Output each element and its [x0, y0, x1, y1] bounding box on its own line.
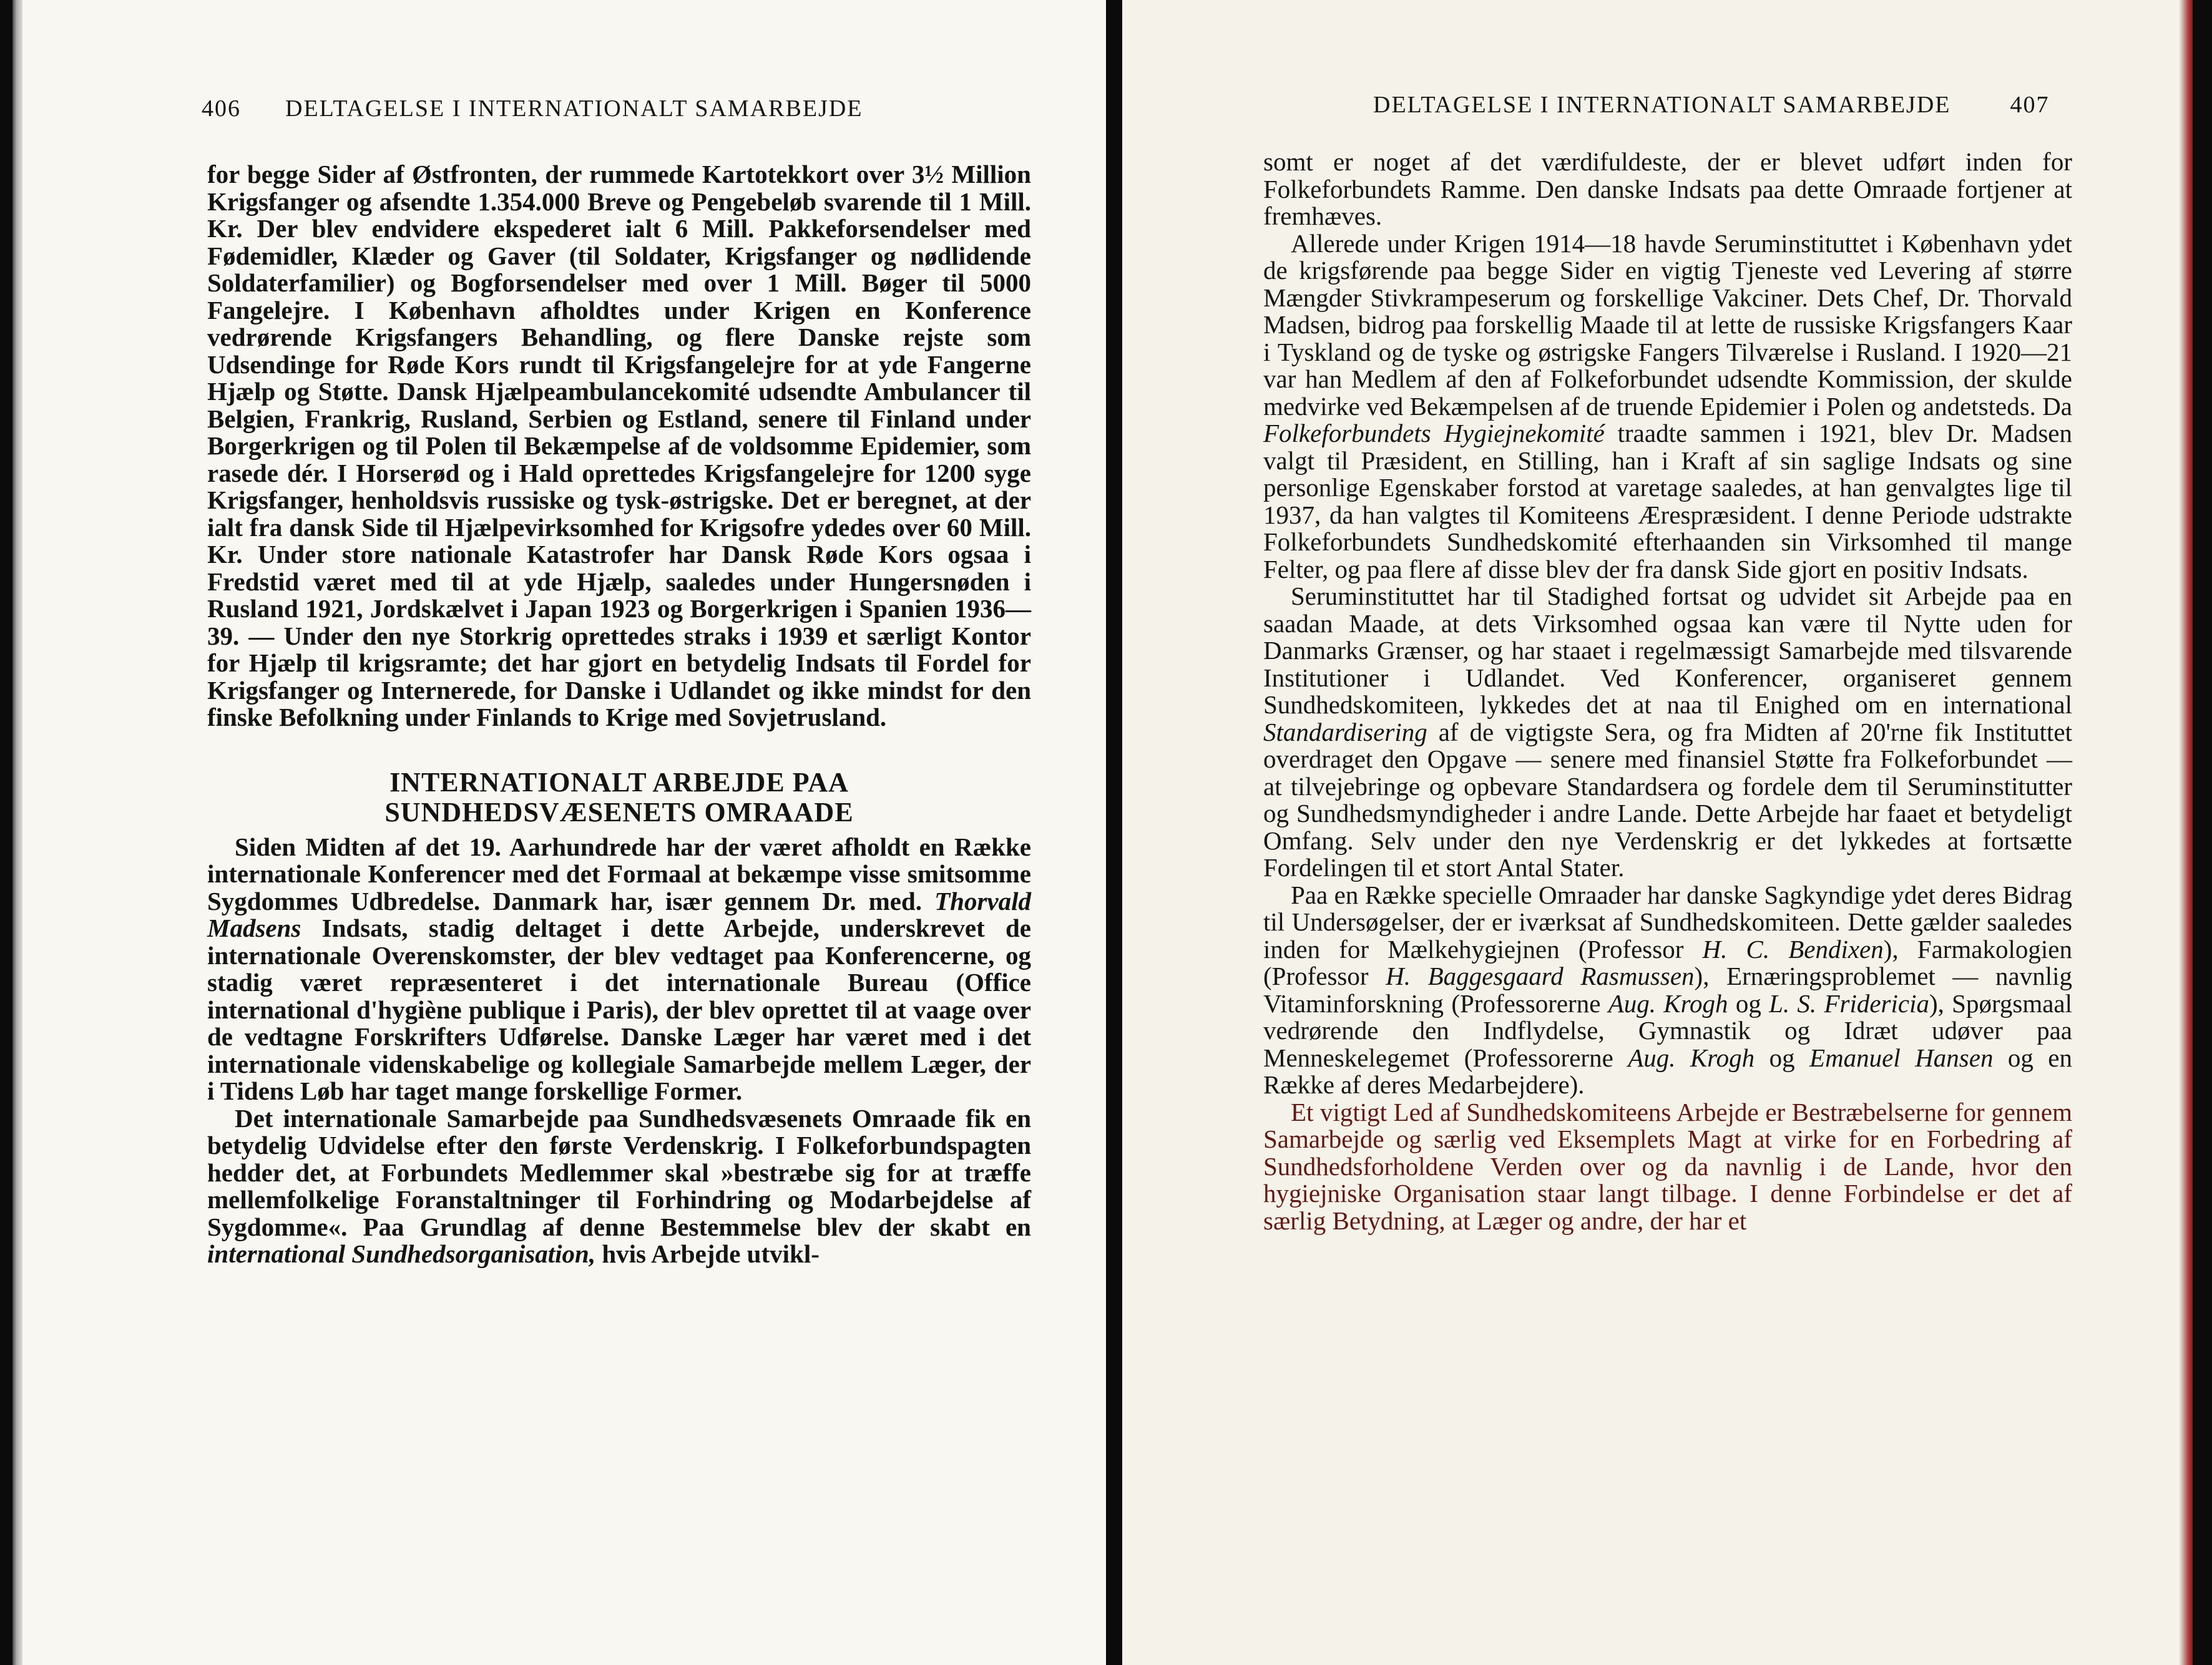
right-text-column [1263, 149, 2072, 1234]
emphasis: Aug. Krogh [1608, 989, 1728, 1018]
emphasis: L. S. Fridericia [1769, 989, 1929, 1018]
paragraph: Paa en Række specielle Omraader har danske Sagkyndige ydet deres Bidrag til Undersøgelser, der er iværksat af Sundhedskomiteen. Dette gælder saaledes inden for Mælkehygiejnen (Professor H. C. Bendixen), Farmakologien (Professor H. Baggesgaard Rasmussen), Ernæringsproblemet — navnlig Vitaminforskning (Professorerne Aug. Krogh og L. S. Fridericia), Spørgsmaal vedrørende den Indflydelse, Gymnastik og Idræt udøver paa Menneskelegemet (Professorerne Aug. Krogh og Emanuel Hansen og en Række af deres Medarbejdere). [1263, 880, 2073, 1099]
paragraph: for begge Sider af Østfronten, der rummede Kartotekkort over 3½ Million Krigsfanger og afsendte 1.354.000 Breve og Pengebeløb svarende til 1 Mill. Kr. Der blev endvidere ekspederet ialt 6 Mill. Pakkeforsendelser med Fødemidler, Klæder og Gaver (til Soldater, Krigsfanger og nødlidende Soldaterfamilier) og Bogforsendelser med over 1 Mill. Bøger til 5000 Fangelejre. I København afholdtes under Krigen en Konference vedrørende Krigsfangers Behandling, og flere Danske rejste som Udsendinge for Røde Kors rundt til Krigsfangelejre for at yde Fangerne Hjælp og Støtte. Dansk Hjælpeambulancekomité udsendte Ambulancer til Belgien, Frankrig, Rusland, Serbien og Estland, senere til Finland under Borgerkrigen og til Polen til Bekæmpelse af de voldsomme Epidemier, som rasede dér. I Horserød og i Hald oprettedes Krigsfangelejre for 1200 syge Krigsfanger, henholdsvis russiske og tysk-østrigske. Det er beregnet, at der ialt fra dansk Side til Hjælpevirksomhed for Krigsofre ydedes over 60 Mill. Kr. Under store nationale Katastrofer har Dansk Røde Kors ogsaa i Fredstid været med til at yde Hjælp, saaledes under Hungersnøden i Rusland 1921, Jordskælvet i Japan 1923 og Borgerkrigen i Spanien 1936—39. — Under den nye Storkrig oprettedes straks i 1939 et særligt Kontor for Hjælp til krigsramte; det har gjort en betydelig Indsats til Fordel for Krigsfanger og Internerede, for Danske i Udlandet og ikke mindst for den finske Befolkning under Finlands to Krige med Sovjetrusland. [207, 160, 1031, 731]
emphasis: Thorvald Madsens [207, 886, 1031, 942]
emphasis: H. C. Bendixen [1702, 934, 1884, 964]
page-edge [2179, 0, 2193, 1665]
emphasis: Standardisering [1263, 717, 1427, 746]
paragraph: Allerede under Krigen 1914—18 havde Seruminstituttet i København ydet de krigsførende paa begge Sider en vigtig Tjeneste ved Levering af større Mængder Stivkrampeserum og forskellige Vakciner. Dets Chef, Dr. Thorvald Madsen, bidrog paa forskellig Maade til at lette de russiske Krigsfangers Kaar i Tyskland og de tyske og østrigske Fangers Tilværelse i Rusland. I 1920—21 var han Medlem af den af Folkeforbundet udsendte Kommission, der skulde medvirke ved Bekæmpelsen af de truende Epidemier i Polen og andetsteds. Da Folkeforbundets Hygiejnekomité traadte sammen i 1921, blev Dr. Madsen valgt til Præsident, en Stilling, han i Kraft af sin saglige Indsats og sine personlige Egenskaber forstod at varetage saaledes, at han genvalgtes lige til 1937, da han valgtes til Komiteens Ærespræsident. I denne Periode udstrakte Folkeforbundets Sundhedskomité efterhaanden sin Virksomhed til mange Felter, og paa flere af disse blev der fra dansk Side gjort en positiv Indsats. [1263, 228, 2072, 583]
emphasis: Folkeforbundets Hygiejnekomité [1263, 419, 1605, 447]
page-number: 407 [2010, 92, 2050, 118]
page-header [202, 95, 863, 122]
left-text-column [207, 161, 1031, 1268]
section-heading: INTERNATIONALT ARBEJDE PAA SUNDHEDSVÆSENETS OMRAADE [384, 766, 854, 828]
running-head-title: DELTAGELSE I INTERNATIONALT SAMARBEJDE [1373, 92, 1951, 118]
emphasis: Emanuel Hansen [1809, 1043, 1994, 1072]
running-head-title: DELTAGELSE I INTERNATIONALT SAMARBEJDE [285, 95, 863, 122]
paragraph: Et vigtigt Led af Sundhedskomiteens Arbejde er Bestræbelserne for gennem Samarbejde og særlig ved Eksemplets Magt at virke for en Forbedring af Sundhedsforholdene Verden over og da navnlig i de Lande, hvor den hygiejniske Organisation staar langt tilbage. I denne Forbindelse er det af særlig Betydning, at Læger og andre, der har et [1263, 1097, 2072, 1235]
paragraph: Siden Midten af det 19. Aarhundrede har der været afholdt en Række internationale Konferencer med det Formaal at bekæmpe visse smitsomme Sygdommes Udbredelse. Danmark har, især gennem Dr. med. Thorvald Madsens Indsats, stadig deltaget i dette Arbejde, underskrevet de internationale Overenskomster, der blev vedtaget paa Konferencerne, og stadig været repræsenteret i det internationale Bureau (Office international d'hygiène publique i Paris), der blev oprettet til at vaage over de vedtagne Forskrifters Udførelse. Danske Læger har været med i det internationale videnskabelige og kollegiale Samarbejde mellem Læger, der i Tidens Løb har taget mange forskellige Former. [207, 832, 1031, 1105]
paragraph: Seruminstituttet har til Stadighed fortsat og udvidet sit Arbejde paa en saadan Maade, at dets Virksomhed ogsaa kan være til Nytte uden for Danmarks Grænser, og har staaet i regelmæssigt Samarbejde med tilsvarende Institutioner i Udlandet. Ved Konferencer, organiseret gennem Sundhedskomiteen, lykkedes det at naa til Enighed om en international Standardisering af de vigtigste Sera, og fra Midten af 20'rne fik Instituttet overdraget den Opgave — senere med finansiel Støtte fra Folkeforbundet — at tilvejebringe og opbevare Standardsera og fordele dem til Seruminstitutter og Sundhedsmyndigheder i andre Lande. Dette Arbejde har faaet et betydeligt Omfang. Selv under den nye Verdenskrig er det lykkedes at fortsætte Fordelingen til et stort Antal Stater. [1263, 582, 2072, 882]
page-number: 406 [202, 95, 241, 122]
right-page [1122, 0, 2193, 1665]
paragraph: Det internationale Samarbejde paa Sundhedsvæsenets Omraade fik en betydelig Udvidelse efter den første Verdenskrig. I Folkeforbundspagten hedder det, at Forbundets Medlemmer skal »bestræbe sig for at træffe mellemfolkelige Foranstaltninger til Forhindring og Modarbejdelse af Sygdomme«. Paa Grundlag af denne Bestemmelse blev der skabt en international Sundhedsorganisation, hvis Arbejde utvikl- [207, 1103, 1031, 1268]
left-page [12, 0, 1106, 1665]
emphasis: Aug. Krogh [1628, 1043, 1755, 1072]
page-edge [12, 0, 22, 1665]
page-header [1373, 91, 2050, 119]
emphasis: international Sundhedsorganisation, [207, 1239, 596, 1268]
emphasis: H. Baggesgaard Rasmussen [1386, 962, 1695, 990]
paragraph: somt er noget af det værdifuldeste, der er blevet udført inden for Folkeforbundets Ramme. Den danske Indsats paa dette Omraade fortjener at fremhæves. [1263, 147, 2072, 230]
